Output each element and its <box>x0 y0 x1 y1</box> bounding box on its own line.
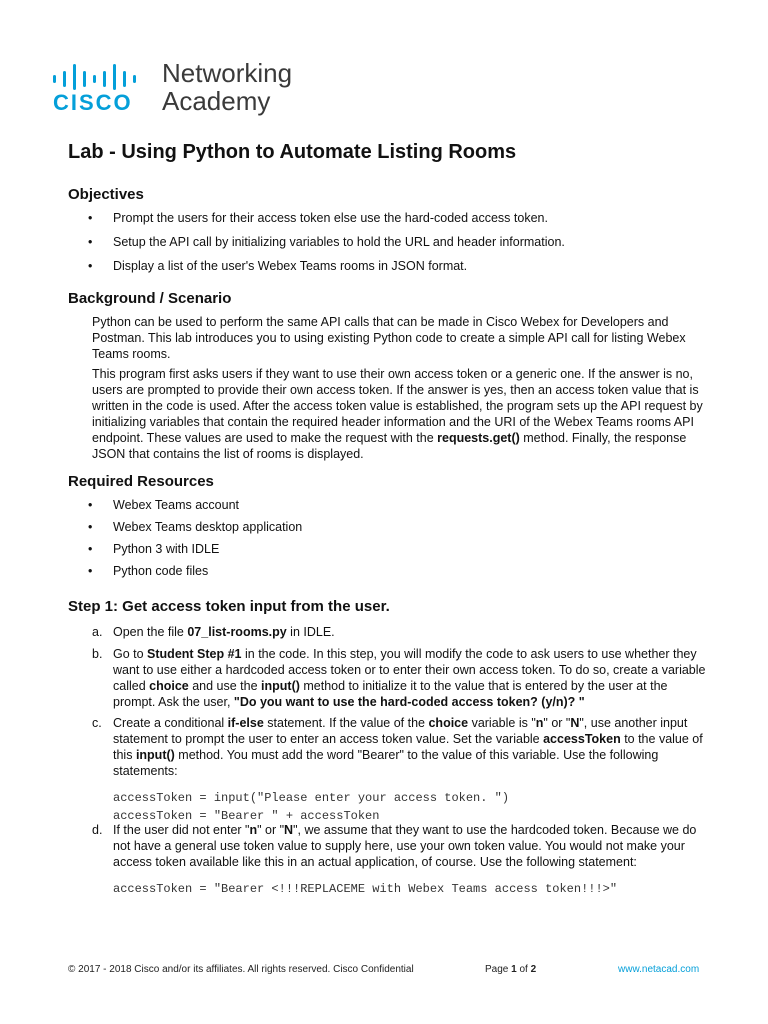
step-item-d: d. If the user did not enter "n" or "N", we assume that they want to use the hardcoded token. Because we do not have a general use token value to supply here, use your own token value. You would not make your access token available like this in an actual application, of course. Use the following statement: accessToken = "Bearer <!!!REPLACEME with Webex Teams access token!!!>" <box>92 822 712 898</box>
footer-page-number: Page 1 of 2 <box>485 964 537 975</box>
code-line: accessToken = input("Please enter your access token. ") <box>113 791 510 805</box>
background-heading: Background / Scenario <box>68 290 232 307</box>
code-line: accessToken = "Bearer <!!!REPLACEME with Webex Teams access token!!!>" <box>113 882 618 896</box>
step1-heading: Step 1: Get access token input from the user. <box>68 598 390 615</box>
code-line: accessToken = "Bearer " + accessToken <box>113 809 380 823</box>
step-item-a: a. Open the file 07_list-rooms.py in IDLE. <box>92 625 335 639</box>
logo-academy-text: Academy <box>162 86 271 116</box>
step-item-c: c. Create a conditional if-else statement. If the value of the choice variable is "n" or "N", use another input statement to prompt the user to enter an access token value. Set the variable accessToken to the value of this input() method. You must add the word "Bearer" to the value of this variable. Use the following statements: accessToken = input("Please enter your access token. ") accessToken = "Bearer " + accessToken <box>92 715 712 825</box>
objectives-heading: Objectives <box>68 186 144 203</box>
list-item: • Webex Teams account <box>88 498 239 512</box>
list-item: • Webex Teams desktop application <box>88 520 303 534</box>
footer-website-link[interactable]: www.netacad.com <box>618 964 700 975</box>
footer-copyright: © 2017 - 2018 Cisco and/or its affiliates. All rights reserved. Cisco Confidential <box>68 964 414 975</box>
list-item: • Setup the API call by initializing variables to hold the URL and header information. <box>88 235 565 249</box>
cisco-wordmark: CISCO <box>53 90 133 115</box>
list-item: • Display a list of the user's Webex Teams rooms in JSON format. <box>88 259 468 273</box>
objectives-list <box>68 211 708 274</box>
step-item-b: b. Go to Student Step #1 in the code. In this step, you will modify the code to ask users to use whether they want to use either a hardcoded access token or to enter their own access token. To do so, create a variable called choice and use the input() method to initialize it to the value that is entered by the user at the prompt. Ask the user, "Do you want to use the hard-coded access token? (y/n)? " <box>92 647 706 709</box>
page-title: Lab - Using Python to Automate Listing Rooms <box>68 141 517 163</box>
resources-list <box>68 498 708 579</box>
cisco-networking-academy-logo <box>52 58 312 118</box>
list-item: • Python code files <box>88 564 209 578</box>
cisco-bars-icon <box>52 62 148 90</box>
list-item: • Python 3 with IDLE <box>88 542 220 556</box>
resources-heading: Required Resources <box>68 473 214 490</box>
list-item: • Prompt the users for their access token else use the hard-coded access token. <box>88 211 548 225</box>
logo-networking-text: Networking <box>162 58 293 88</box>
background-paragraph-2: This program first asks users if they want to use their own access token or a generic one. If the answer is no, users are prompted to provide their own access token. If the answer is yes, then an access token value that is written in the code is used. After the access token value is established, the program sets up the API request by initializing variables that contain the required header information and the URI of the Webex Teams rooms API endpoint. These values are used to make the request with the requests.get() method. Finally, the response JSON that contains the list of rooms is displayed. <box>92 367 703 461</box>
background-paragraph-1: Python can be used to perform the same API calls that can be made in Cisco Webex for Developers and Postman. This lab introduces you to using existing Python code to create a simple API call for listing Webex Teams rooms. <box>92 315 686 361</box>
